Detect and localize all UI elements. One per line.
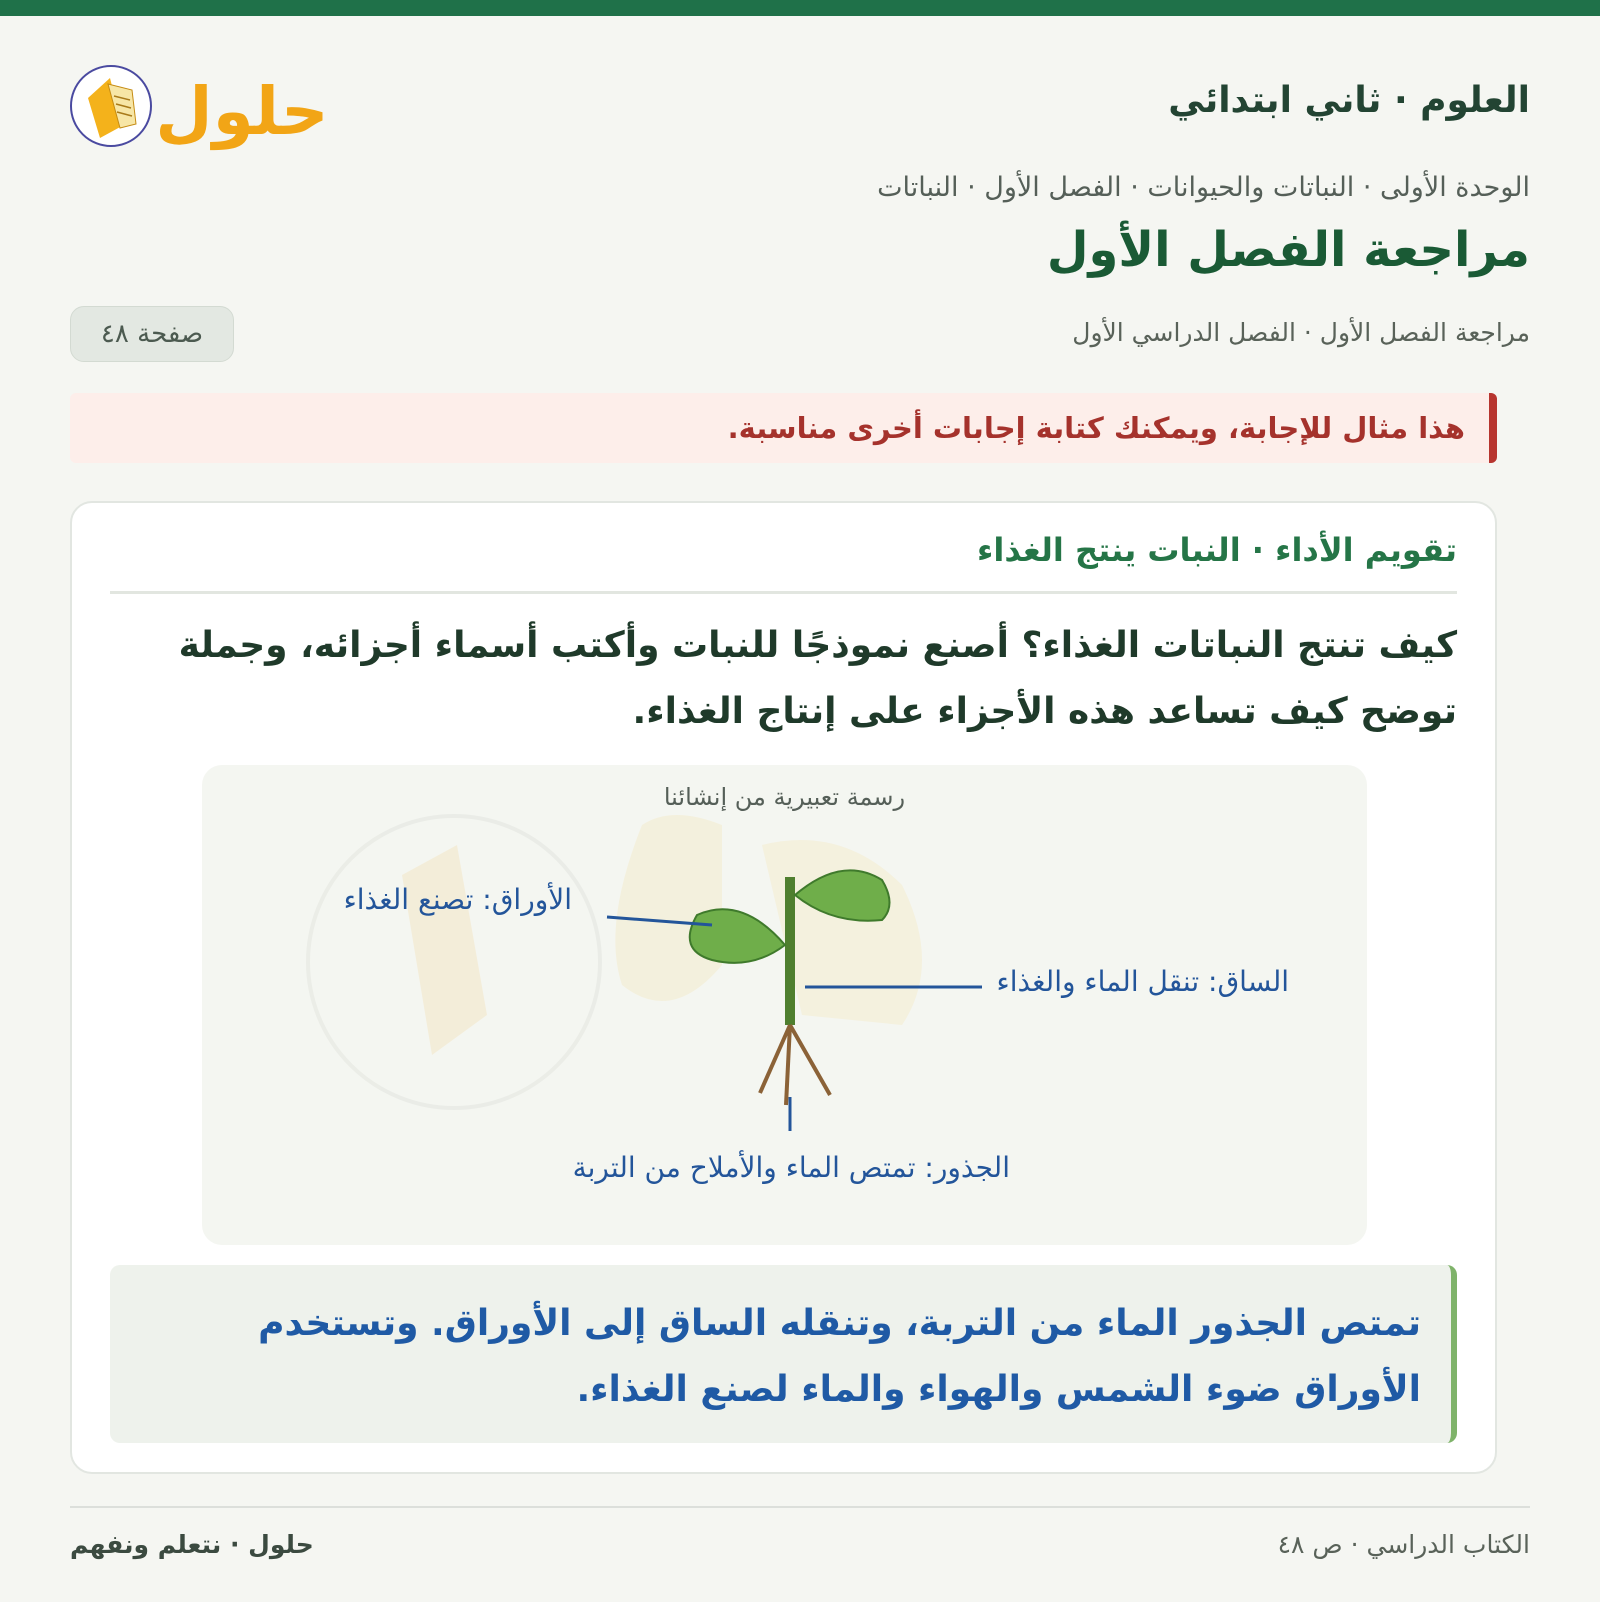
footer-divider bbox=[70, 1506, 1530, 1508]
plant-diagram bbox=[202, 765, 1367, 1245]
question-card bbox=[70, 501, 1497, 1474]
hulul-logo[interactable] bbox=[70, 48, 340, 158]
roots-label: الجذور: تمتص الماء والأملاح من التربة bbox=[572, 1151, 1010, 1184]
answer-box: تمتص الجذور الماء من التربة، وتنقله الساق إلى الأوراق. وتستخدم الأوراق ضوء الشمس والهواء والماء لصنع الغذاء. bbox=[110, 1265, 1457, 1443]
left-leaf bbox=[690, 909, 785, 963]
plant-stem bbox=[785, 877, 795, 1025]
watermark-logo bbox=[308, 815, 922, 1108]
plant-roots bbox=[760, 1025, 830, 1105]
footer-source: الكتاب الدراسي · ص ٤٨ bbox=[1277, 1530, 1530, 1559]
lesson-meta: مراجعة الفصل الأول · الفصل الدراسي الأول bbox=[1072, 318, 1530, 347]
figure-caption: رسمة تعبيرية من إنشائنا bbox=[663, 783, 906, 811]
stem-label: الساق: تنقل الماء والغذاء bbox=[996, 965, 1289, 998]
example-answer-note: هذا مثال للإجابة، ويمكنك كتابة إجابات أخرى مناسبة. bbox=[70, 393, 1497, 463]
top-accent-bar bbox=[0, 0, 1600, 16]
page-title: مراجعة الفصل الأول bbox=[1046, 222, 1530, 278]
question-text: كيف تنتج النباتات الغذاء؟ أصنع نموذجًا للنبات وأكتب أسماء أجزائه، وجملة توضح كيف تساعد هذه الأجزاء على إنتاج الغذاء. bbox=[178, 625, 1457, 732]
card-heading: تقويم الأداء · النبات ينتج الغذاء bbox=[110, 531, 1457, 594]
leaves-label: الأوراق: تصنع الغذاء bbox=[343, 883, 572, 916]
breadcrumb: الوحدة الأولى · النباتات والحيوانات · الفصل الأول · النباتات bbox=[877, 172, 1530, 203]
page-header bbox=[70, 40, 1530, 170]
logo-wordmark: حلول bbox=[155, 73, 329, 150]
page-number-badge: صفحة ٤٨ bbox=[70, 306, 234, 362]
footer-brand[interactable]: حلول · نتعلم ونفهم bbox=[70, 1530, 314, 1559]
subject-title: العلوم · ثاني ابتدائي bbox=[1168, 80, 1530, 121]
